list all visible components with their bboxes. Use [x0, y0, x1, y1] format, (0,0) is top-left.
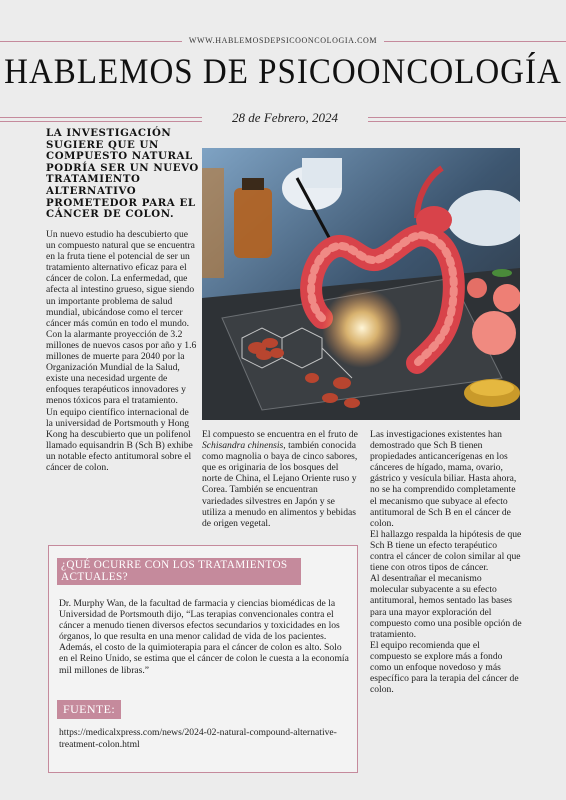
column-1	[46, 229, 198, 473]
box-body	[59, 598, 351, 676]
col3-paragraph: El equipo recomienda que el compuesto se explore más a fondo como un enfoque novedoso y más específico para la terapia del cáncer de colon.	[370, 639, 519, 696]
date-rule-left-a	[0, 117, 202, 118]
article-headline: LA INVESTIGACIÓN SUGIERE QUE UN COMPUESTO NATURAL PODRÍA SER UN NUEVO TRATAMIENTO ALTERNATIVO PROMETEDOR PARA EL CÁNCER DE COLON.	[46, 127, 199, 221]
column-2	[202, 429, 358, 529]
date-rule-left-b	[0, 121, 202, 122]
col1-paragraph: Un equipo científico internacional de la universidad de Portsmouth y Hong Kong ha descubierto que un polifenol llamado equisandrin B (Sch B) exhibe un notable efecto antitumoral sobre el cáncer de colon.	[46, 406, 193, 473]
source-link[interactable]: https://medicalxpress.com/news/2024-02-natural-compound-alternative-treatment-colon.html	[59, 727, 337, 750]
page-title: HABLEMOS DE PSICOONCOLOGÍA	[4, 52, 562, 92]
source-label: FUENTE:	[57, 700, 121, 719]
box-heading: ¿QUÉ OCURRE CON LOS TRATAMIENTOS ACTUALES?	[57, 558, 301, 585]
col3-paragraph: Al desentrañar el mecanismo molecular subyacente a su efecto antitumoral, hemos sentado las bases para una mayor exploración del compuesto como una posible opción de tratamiento.	[370, 573, 522, 640]
column-3	[370, 429, 522, 695]
site-url: WWW.HABLEMOSDEPSICOONCOLOGIA.COM	[188, 36, 378, 45]
col1-paragraph: Con la alarmante proyección de 3.2 millones de nuevos casos por año y 1.6 millones de muerte para 2040 por la Organización Mundial de la Salud, existe una necesidad urgente de enfoques terapéuticos innovadores y menos tóxicos para el tratamiento.	[46, 328, 197, 407]
col2-paragraph: El compuesto se encuentra en el fruto de Schisandra chinensis, también conocida como magnolia o baya de cinco sabores, que es originaria de los bosques del norte de China, el Lejano Oriente ruso y Corea. También se encuentran variedades silvestres en Japón y se utiliza a menudo en alimentos y bebidas de origen vegetal.	[202, 429, 358, 529]
box-paragraph: Además, el costo de la quimioterapia para el cáncer de colon es alto. Solo en el Reino Unido, se estima que el cáncer de colon le cuesta a la economía mil millones de libras.”	[59, 642, 349, 676]
box-paragraph: Dr. Murphy Wan, de la facultad de farmacia y ciencias biomédicas de la Universidad de Portsmouth dijo, “Las terapias convencionales contra el cáncer a menudo tienen diversos efectos secundarios y toxicidades en los órganos, lo que resulta en una menor calidad de vida de los pacientes.	[59, 598, 340, 643]
species-name: Schisandra chinensis	[202, 440, 284, 452]
col3-paragraph: El hallazgo respalda la hipótesis de que Sch B tiene un efecto terapéutico contra el cáncer de colon similar al que tiene con otros tipos de cáncer.	[370, 528, 522, 574]
date-rule-right-a	[368, 117, 566, 118]
colon-illustration-svg	[202, 148, 520, 420]
treatments-box	[48, 545, 358, 773]
date-rule-right-b	[368, 121, 566, 122]
col1-paragraph: Un nuevo estudio ha descubierto que un compuesto natural que se encuentra en la fruta tiene el potencial de ser un tratamiento alternativo eficaz para el cáncer de colon. La enfermedad, que afecta al intestino grueso, sigue siendo un importante problema de salud mundial, ubicándose como el tercer cáncer más común en todo el mundo.	[46, 229, 195, 329]
col3-paragraph: Las investigaciones existentes han demostrado que Sch B tienen propiedades anticancerígenas en los cánceres de hígado, mama, ovario, gástrico y vesícula biliar. Hasta ahora, no se ha comprendido completamente el mecanismo que subyace al efecto antitumoral de Sch B en el cáncer de colon.	[370, 429, 517, 529]
colon-illustration	[202, 148, 520, 420]
article-date: 28 de Febrero, 2024	[232, 110, 338, 125]
